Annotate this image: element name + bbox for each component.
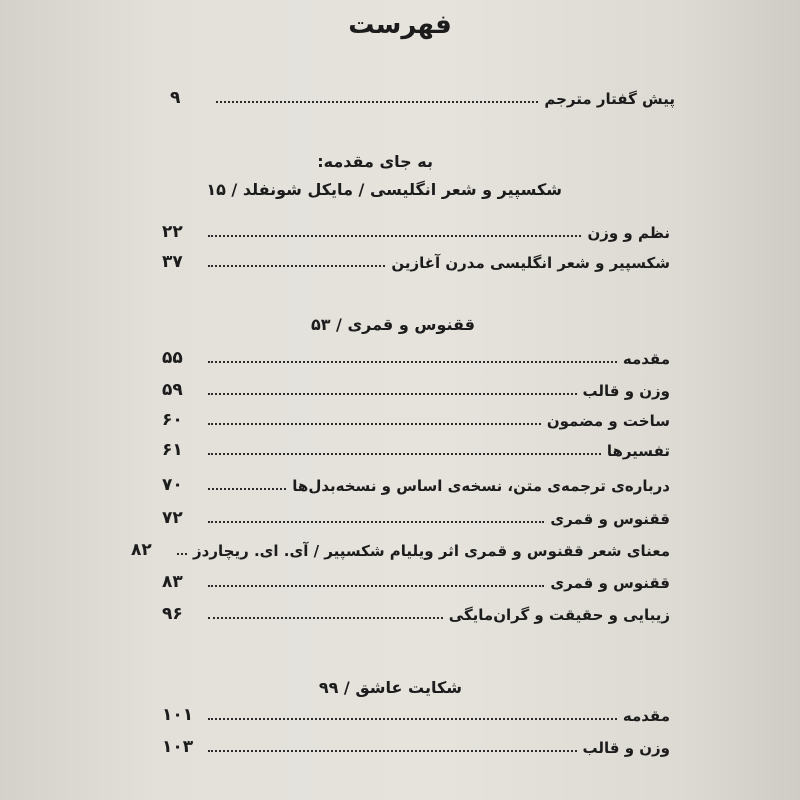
entry-label: ققنوس و قمری: [550, 574, 670, 592]
dot-leader: [208, 235, 581, 237]
dot-leader: [208, 393, 577, 395]
toc-entry: [162, 475, 670, 495]
toc-entry: [131, 540, 670, 560]
toc-entry: [162, 252, 670, 272]
entry-label: درباره‌ی ترجمه‌ی متن، نسخه‌ی اساس و نسخه‌بدل‌ها: [292, 477, 670, 495]
entry-page-number: ۱۰۱: [162, 705, 194, 725]
section-heading: ققنوس و قمری / ۵۳: [310, 315, 475, 334]
entry-label: تفسیرها: [606, 442, 670, 460]
section-heading: شکسپیر و شعر انگلیسی / مایکل شونفلد / ۱۵: [206, 180, 562, 199]
entry-page-number: ۶۰: [162, 410, 183, 430]
dot-leader: [208, 750, 577, 752]
entry-page-number: ۵۹: [162, 380, 183, 400]
entry-label: مقدمه: [622, 707, 670, 725]
entry-page-number: ۱۰۳: [162, 737, 194, 757]
dot-leader: [208, 617, 443, 619]
dot-leader: [208, 521, 544, 523]
entry-label: پیش گفتار مترجم: [544, 90, 675, 108]
dot-leader: [177, 553, 187, 555]
entry-label: شکسپیر و شعر انگلیسی مدرن آغازین: [391, 254, 670, 272]
entry-page-number: ۸۲: [131, 540, 152, 560]
entry-page-number: ۳۷: [162, 252, 183, 272]
entry-label: معنای شعر ققنوس و قمری اثر ویلیام شکسپیر / آی. ای. ریچاردز: [193, 542, 670, 560]
dot-leader: [208, 488, 286, 490]
toc-entry: [162, 348, 670, 368]
entry-page-number: ۵۵: [162, 348, 183, 368]
entry-page-number: ۹۶: [162, 604, 183, 624]
toc-entry: [162, 508, 670, 528]
dot-leader: [208, 423, 541, 425]
section-heading: شکایت عاشق / ۹۹: [318, 678, 462, 697]
toc-entry-preface: [170, 88, 675, 108]
entry-page-number: ۷۰: [162, 475, 183, 495]
dot-leader: [208, 265, 385, 267]
intro-heading: به جای مقدمه:: [317, 152, 433, 171]
entry-label: وزن و قالب: [582, 739, 670, 757]
entry-page-number: ۹: [170, 88, 181, 108]
toc-entry: [162, 222, 670, 242]
toc-entry: [162, 604, 670, 624]
entry-label: وزن و قالب: [582, 382, 670, 400]
dot-leader: [208, 453, 601, 455]
entry-label: مقدمه: [622, 350, 670, 368]
entry-page-number: ۶۱: [162, 440, 183, 460]
dot-leader: [208, 361, 617, 363]
entry-page-number: ۲۲: [162, 222, 183, 242]
toc-entry: [162, 410, 670, 430]
toc-entry: [162, 380, 670, 400]
toc-entry: [162, 737, 670, 757]
toc-entry: [162, 705, 670, 725]
dot-leader: [216, 101, 538, 103]
entry-label: ساخت و مضمون: [546, 412, 670, 430]
toc-entry: [162, 440, 670, 460]
entry-label: ققنوس و قمری: [550, 510, 670, 528]
entry-page-number: ۷۲: [162, 508, 183, 528]
dot-leader: [208, 585, 544, 587]
entry-label: زیبایی و حقیقت و گران‌مایگی: [448, 606, 670, 624]
entry-page-number: ۸۳: [162, 572, 183, 592]
entry-label: نظم و وزن: [587, 224, 670, 242]
page-title: فهرست: [348, 10, 452, 40]
dot-leader: [208, 718, 617, 720]
toc-entry: [162, 572, 670, 592]
